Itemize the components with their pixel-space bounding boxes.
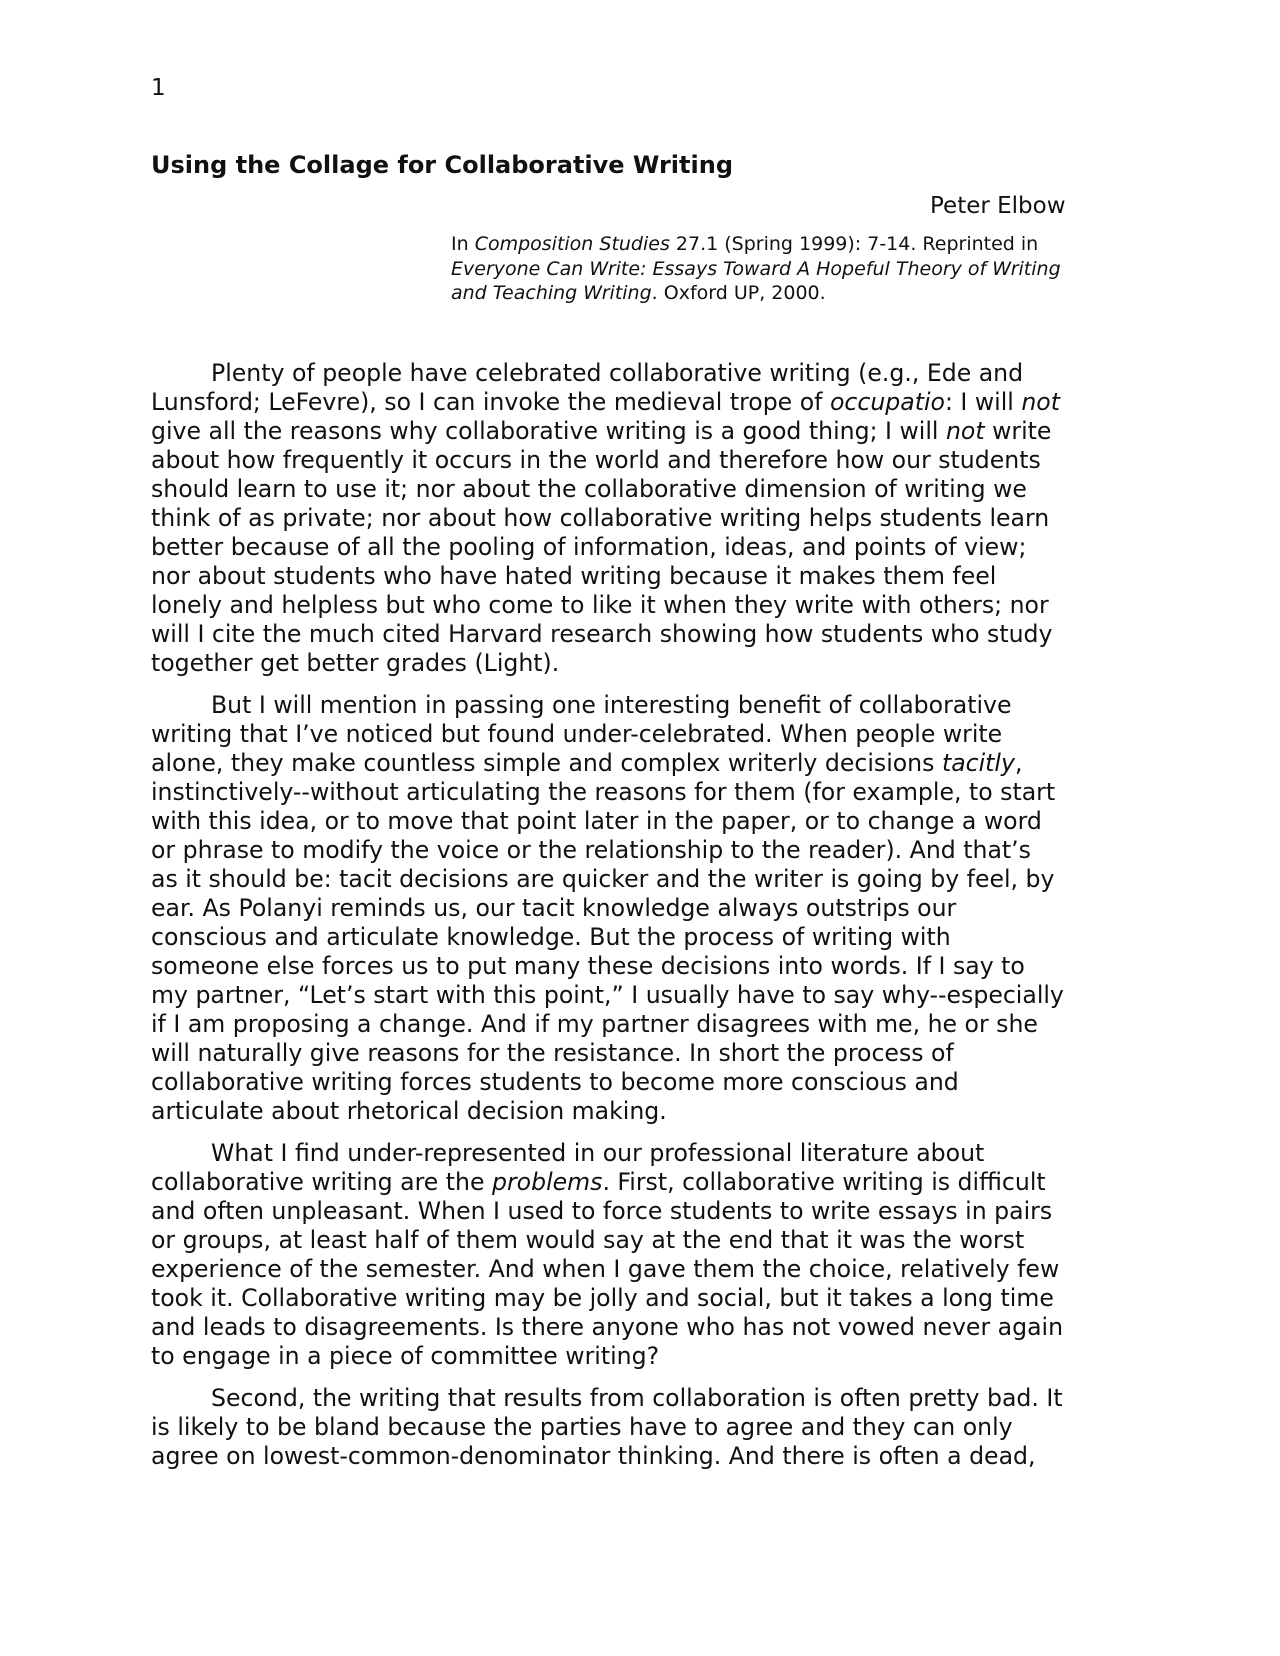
line-text: will I cite the much cited Harvard research showing how students who study (151, 620, 1053, 648)
text-line (151, 691, 1151, 720)
emphasis-text: not (1021, 388, 1060, 416)
line-text: articulate about rhetorical decision making. (151, 1097, 667, 1125)
text-line (151, 1197, 1151, 1226)
line-text: writing that I’ve noticed but found under-celebrated. When people write (151, 720, 1003, 748)
line-text: my partner, “Let’s start with this point,” I usually have to say why--especially (151, 981, 1064, 1009)
line-text: better because of all the pooling of information, ideas, and points of view; (151, 533, 1027, 561)
text-line (151, 417, 1151, 446)
body-paragraph (151, 691, 1151, 1126)
emphasis-text: problems (492, 1168, 603, 1196)
body-paragraph (151, 1384, 1151, 1471)
line-text: Second, the writing that results from collaboration is often pretty bad. It (211, 1384, 1063, 1412)
text-line (151, 475, 1151, 504)
text-line (151, 1039, 1151, 1068)
line-text: ear. As Polanyi reminds us, our tacit knowledge always outstrips our (151, 894, 957, 922)
text-line (151, 1442, 1151, 1471)
book-title: and Teaching Writing (451, 282, 652, 304)
text-line (151, 1068, 1151, 1097)
text-line (151, 1010, 1151, 1039)
line-text: Plenty of people have celebrated collaborative writing (e.g., Ede and (211, 359, 1024, 387)
line-text: took it. Collaborative writing may be jolly and social, but it takes a long time (151, 1284, 1054, 1312)
line-text: think of as private; nor about how collaborative writing helps students learn (151, 504, 1050, 532)
line-text: or groups, at least half of them would say at the end that it was the worst (151, 1226, 1025, 1254)
line-text: and leads to disagreements. Is there anyone who has not vowed never again (151, 1313, 1064, 1341)
text-line (151, 562, 1151, 591)
journal-title: Composition Studies (474, 233, 670, 255)
article-body (151, 359, 1151, 1484)
line-text: experience of the semester. And when I gave them the choice, relatively few (151, 1255, 1060, 1283)
text-line (151, 807, 1151, 836)
text-line (151, 1384, 1151, 1413)
line-text: with this idea, or to move that point later in the paper, or to change a word (151, 807, 1042, 835)
line-text: if I am proposing a change. And if my partner disagrees with me, he or she (151, 1010, 1038, 1038)
line-text: about how frequently it occurs in the world and therefore how our students (151, 446, 1041, 474)
line-text: should learn to use it; nor about the collaborative dimension of writing we (151, 475, 1027, 503)
text-line (151, 1139, 1151, 1168)
line-text: : I will (944, 388, 1022, 416)
line-text: instinctively--without articulating the reasons for them (for example, to start (151, 778, 1056, 806)
text-line (151, 778, 1151, 807)
line-text: But I will mention in passing one interesting benefit of collaborative (211, 691, 1012, 719)
line-text: and often unpleasant. When I used to force students to write essays in pairs (151, 1197, 1053, 1225)
text-line (151, 1284, 1151, 1313)
text-line (151, 388, 1151, 417)
line-text: conscious and articulate knowledge. But the process of writing with (151, 923, 951, 951)
line-text: . First, collaborative writing is difficult (602, 1168, 1046, 1196)
line-text: , (1014, 749, 1023, 777)
line-text: Lunsford; LeFevre), so I can invoke the medieval trope of (151, 388, 830, 416)
text-line (151, 620, 1151, 649)
text-line (151, 1168, 1151, 1197)
text-line (151, 981, 1151, 1010)
text-line (151, 591, 1151, 620)
line-text: as it should be: tacit decisions are quicker and the writer is going by feel, by (151, 865, 1055, 893)
citation-line (451, 281, 1151, 306)
text-line (151, 865, 1151, 894)
book-title: Everyone Can Write: Essays Toward A Hopeful Theory of Writing (451, 257, 1061, 280)
line-text: collaborative writing are the (151, 1168, 492, 1196)
line-text: agree on lowest-common-denominator thinking. And there is often a dead, (151, 1442, 1036, 1470)
text-line (151, 952, 1151, 981)
text-line (151, 923, 1151, 952)
citation-line (451, 257, 1151, 282)
line-text: or phrase to modify the voice or the relationship to the reader). And that’s (151, 836, 1031, 864)
text-line (151, 1413, 1151, 1442)
citation-line (451, 232, 1151, 257)
line-text: together get better grades (Light). (151, 649, 560, 677)
article-title: Using the Collage for Collaborative Writing (151, 151, 733, 179)
text-line (151, 749, 1151, 778)
emphasis-text: tacitly (941, 749, 1015, 777)
text-line (151, 894, 1151, 923)
citation-block (451, 232, 1151, 306)
citation-text: In (451, 233, 475, 255)
body-paragraph (151, 1139, 1151, 1371)
line-text: is likely to be bland because the parties have to agree and they can only (151, 1413, 1013, 1441)
line-text: lonely and helpless but who come to like it when they write with others; nor (151, 591, 1049, 619)
text-line (151, 720, 1151, 749)
citation-text: . Oxford UP, 2000. (651, 282, 826, 304)
emphasis-text: occupatio (829, 388, 945, 416)
text-line (151, 533, 1151, 562)
line-text: give all the reasons why collaborative writing is a good thing; I will (151, 417, 946, 445)
emphasis-text: not (945, 417, 985, 445)
text-line (151, 1342, 1151, 1371)
text-line (151, 1255, 1151, 1284)
author-name: Peter Elbow (930, 193, 1066, 219)
line-text: write (984, 417, 1052, 445)
line-text: collaborative writing forces students to become more conscious and (151, 1068, 959, 1096)
text-line (151, 1226, 1151, 1255)
line-text: someone else forces us to put many these decisions into words. If I say to (151, 952, 1025, 980)
line-text: nor about students who have hated writing because it makes them feel (151, 562, 997, 590)
text-line (151, 359, 1151, 388)
text-line (151, 446, 1151, 475)
text-line (151, 1313, 1151, 1342)
text-line (151, 504, 1151, 533)
line-text: What I find under-represented in our professional literature about (211, 1139, 985, 1167)
line-text: alone, they make countless simple and complex writerly decisions (151, 749, 942, 777)
citation-text: 27.1 (Spring 1999): 7-14. Reprinted in (669, 233, 1039, 255)
page-number: 1 (151, 75, 166, 101)
body-paragraph (151, 359, 1151, 678)
line-text: will naturally give reasons for the resistance. In short the process of (151, 1039, 954, 1067)
text-line (151, 1097, 1151, 1126)
text-line (151, 836, 1151, 865)
line-text: to engage in a piece of committee writing? (151, 1342, 660, 1370)
text-line (151, 649, 1151, 678)
